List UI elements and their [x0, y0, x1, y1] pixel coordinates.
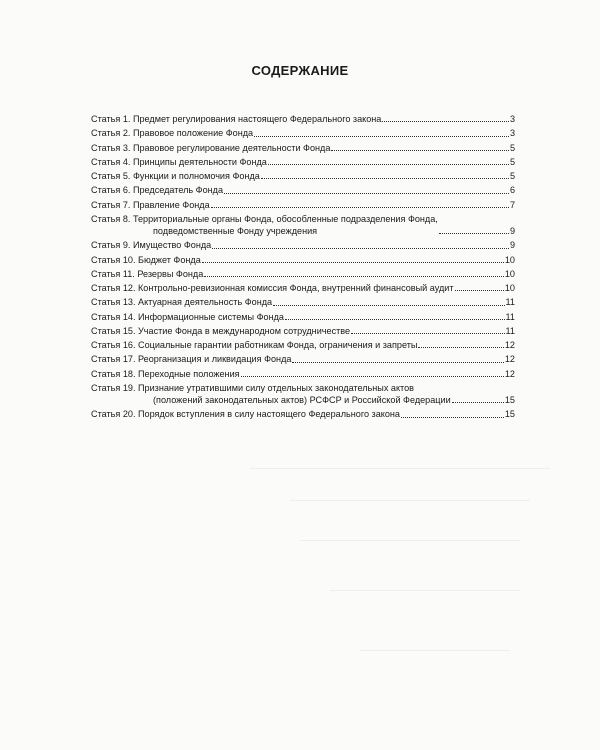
- toc-entry[interactable]: [91, 337, 515, 351]
- toc-page-number: 15: [504, 409, 515, 420]
- toc-page-number: 10: [504, 283, 515, 294]
- toc-entry-label: Статья 18. Переходные положения: [91, 368, 240, 379]
- toc-entry[interactable]: [91, 323, 515, 337]
- show-through-line: [330, 590, 520, 591]
- toc-page-number: 6: [509, 185, 515, 196]
- dot-leader: [224, 193, 509, 194]
- toc-entry[interactable]: [91, 351, 515, 365]
- toc-entry[interactable]: [91, 266, 515, 280]
- show-through-line: [290, 500, 530, 501]
- toc-page-number: 11: [505, 297, 515, 308]
- toc-page-number: 3: [509, 128, 515, 139]
- toc-page-number: 11: [505, 311, 515, 322]
- toc-page-number: 10: [504, 268, 515, 279]
- toc-entry-label: Статья 4. Принципы деятельности Фонда: [91, 156, 267, 167]
- toc-entry[interactable]: [91, 366, 515, 380]
- toc-entry-label: Статья 1. Предмет регулирования настоящего Федерального закона: [91, 114, 382, 125]
- toc-entry-label: Статья 15. Участие Фонда в международном сотрудничестве: [91, 325, 351, 336]
- toc-entry-label: Статья 14. Информационные системы Фонда: [91, 311, 284, 322]
- toc-page-number: 11: [505, 325, 515, 336]
- toc-page-number: 3: [509, 114, 515, 125]
- toc-entry-label: Статья 13. Актуарная деятельность Фонда: [91, 297, 273, 308]
- show-through-line: [360, 650, 510, 651]
- dot-leader: [261, 178, 509, 179]
- toc-entry[interactable]: [91, 111, 515, 125]
- dot-leader: [418, 347, 503, 348]
- dot-leader: [241, 376, 504, 377]
- toc-entry-label-line2: (положений законодательных актов) РСФСР и Российской Федерации: [153, 395, 451, 406]
- toc-entry[interactable]: [91, 168, 515, 182]
- toc-entry-label: Статья 2. Правовое положение Фонда: [91, 128, 254, 139]
- toc-page-number: 10: [504, 254, 515, 265]
- toc-entry[interactable]: [91, 280, 515, 294]
- toc-entry[interactable]: [91, 237, 515, 251]
- toc-page-number: 15: [504, 395, 515, 406]
- show-through-line: [300, 540, 520, 541]
- toc-entry[interactable]: [91, 140, 515, 154]
- toc-page-number: 9: [509, 226, 515, 237]
- toc-entry-label: Статья 9. Имущество Фонда: [91, 240, 212, 251]
- dot-leader: [331, 150, 509, 151]
- toc-entry-label: Статья 17. Реорганизация и ликвидация Фонда: [91, 354, 292, 365]
- dot-leader: [439, 233, 509, 234]
- toc-entry[interactable]: [91, 309, 515, 323]
- dot-leader: [273, 305, 504, 306]
- toc-page-number: 9: [509, 240, 515, 251]
- page-title: СОДЕРЖАНИЕ: [251, 63, 349, 78]
- dot-leader: [212, 248, 509, 249]
- dot-leader: [285, 319, 505, 320]
- toc-entry-label-line1: Статья 19. Признание утратившими силу отдельных законодательных актов: [91, 382, 415, 393]
- toc-page-number: 5: [509, 142, 515, 153]
- toc-entry-label: Статья 5. Функции и полномочия Фонда: [91, 171, 260, 182]
- toc-page-number: 5: [509, 156, 515, 167]
- toc-page-number: 12: [504, 340, 515, 351]
- table-of-contents: [91, 111, 515, 421]
- toc-entry[interactable]: [91, 197, 515, 211]
- dot-leader: [211, 207, 509, 208]
- toc-entry-label: Статья 16. Социальные гарантии работникам Фонда, ограничения и запреты: [91, 340, 418, 351]
- dot-leader: [254, 136, 509, 137]
- toc-page-number: 12: [504, 354, 515, 365]
- toc-entry[interactable]: [91, 294, 515, 308]
- toc-entry-label: Статья 6. Председатель Фонда: [91, 185, 224, 196]
- dot-leader: [455, 290, 504, 291]
- dot-leader: [268, 164, 509, 165]
- dot-leader: [452, 402, 504, 403]
- toc-entry-label-line1: Статья 8. Территориальные органы Фонда, обособленные подразделения Фонда,: [91, 213, 438, 224]
- dot-leader: [401, 417, 504, 418]
- toc-entry-label: Статья 20. Порядок вступления в силу настоящего Федерального закона: [91, 409, 400, 420]
- toc-entry-label: Статья 7. Правление Фонда: [91, 199, 210, 210]
- dot-leader: [202, 262, 504, 263]
- toc-entry-label: [91, 382, 451, 406]
- toc-entry[interactable]: [91, 154, 515, 168]
- toc-entry[interactable]: [91, 406, 515, 420]
- toc-entry-label: Статья 11. Резервы Фонда: [91, 268, 204, 279]
- show-through-line: [250, 468, 550, 469]
- toc-page-number: 12: [504, 368, 515, 379]
- toc-page-number: 5: [509, 171, 515, 182]
- toc-entry[interactable]: [91, 182, 515, 196]
- toc-entry-label: Статья 3. Правовое регулирование деятельности Фонда: [91, 142, 331, 153]
- toc-entry-label: Статья 10. Бюджет Фонда: [91, 254, 201, 265]
- toc-entry[interactable]: [91, 380, 515, 407]
- dot-leader: [351, 333, 504, 334]
- dot-leader: [292, 362, 503, 363]
- toc-entry[interactable]: [91, 211, 515, 238]
- dot-leader: [204, 276, 504, 277]
- toc-entry-label-line2: подведомственные Фонду учреждения: [153, 226, 318, 237]
- toc-entry[interactable]: [91, 252, 515, 266]
- toc-entry[interactable]: [91, 125, 515, 139]
- dot-leader: [382, 121, 509, 122]
- toc-entry-label: [91, 213, 438, 237]
- toc-page-number: 7: [509, 199, 515, 210]
- toc-entry-label: Статья 12. Контрольно-ревизионная комиссия Фонда, внутренний финансовый аудит: [91, 283, 454, 294]
